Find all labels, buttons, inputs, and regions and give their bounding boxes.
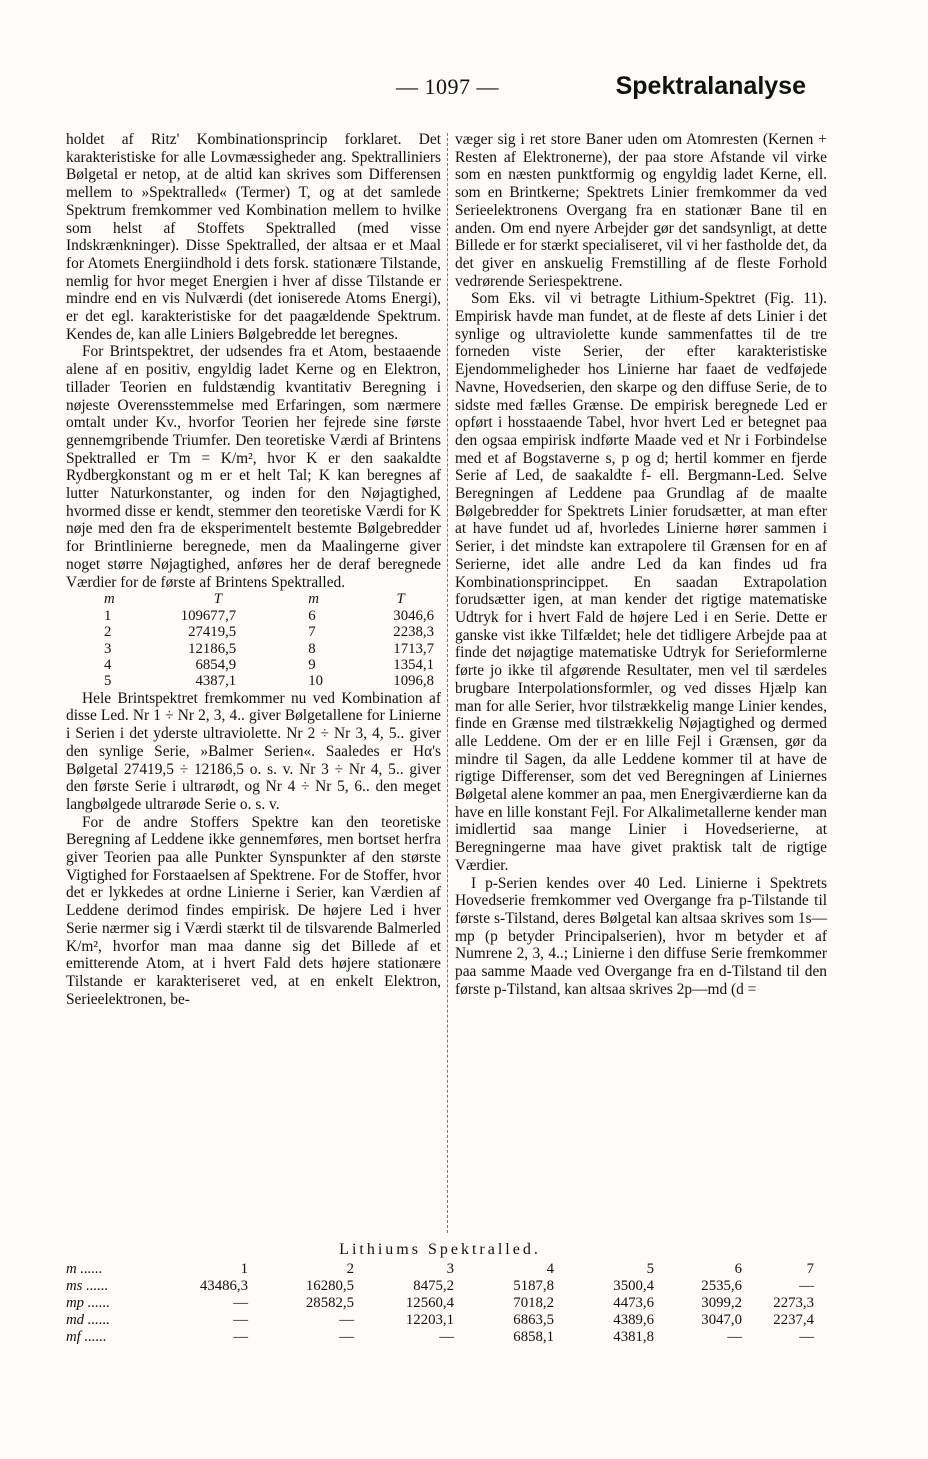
table-cell: 4473,6 xyxy=(613,1295,654,1311)
paragraph: Hele Brintspektret fremkommer nu ved Kombination af disse Led. Nr 1 ÷ Nr 2, 3, 4.. giver Bølgetallene for Linierne i Serien i det yderste ultraviolette. Nr 2 ÷ Nr 3, 4, 5.. giver den synlige Serie, »Balmer Serien«. Saaledes er Hα's Bølgetal 27419,5 ÷ 12186,5 o. s. v. Nr 3 ÷ Nr 4, 5.. giver den første Serie i ultrarødt, og Nr 4 ÷ Nr 5, 6.. den meget langbølgede ultrarøde Serie o. s. v. xyxy=(66,689,441,813)
left-column xyxy=(66,131,441,1008)
table-cell: 2 xyxy=(346,1261,354,1277)
table-row xyxy=(66,1261,814,1278)
table-cell: 4381,8 xyxy=(613,1329,654,1345)
table-cell: 12560,4 xyxy=(405,1295,454,1311)
table-cell: 3046,6 xyxy=(393,607,434,624)
table-cell: — xyxy=(799,1278,814,1294)
table-row xyxy=(104,624,434,640)
table-cell: 1354,1 xyxy=(393,656,434,673)
lithium-spektralled-table xyxy=(66,1261,814,1346)
table-cell: 28582,5 xyxy=(305,1295,354,1311)
table-row xyxy=(104,673,434,689)
table-row xyxy=(104,641,434,657)
table-row xyxy=(104,608,434,624)
table-cell: 2238,3 xyxy=(393,624,434,641)
table-cell: — xyxy=(339,1312,354,1328)
table-cell: 5 xyxy=(646,1261,654,1277)
table-cell: 6 xyxy=(734,1261,742,1277)
table-row xyxy=(66,1278,814,1295)
lithium-table-title: Lithiums Spektralled. xyxy=(339,1241,541,1258)
table-row xyxy=(66,1295,814,1312)
page-number: — 1097 — xyxy=(396,74,499,99)
table-cell: 4 xyxy=(104,656,112,673)
paragraph: For Brintspektret, der udsendes fra et Atom, bestaaende alene af en positiv, engyldig ladet Kerne og en Elektron, tillader Teorien en fuldstændig kvantitativ Beregning i nøjeste Overensstemmelse med Erfaringen, som nærmere omtalt under Kv., hvorfor Teorien her fejrede sine første gennemgribende Triumfer. Den teoretiske Værdi af Brintens Spektralled er Tm = K/m², hvor K er den saakaldte Rydbergkonstant og m er et helt Tal; K kan beregnes af lutter Naturkonstanter, og inden for den Nøjagtighed, hvormed disse er kendt, stemmer den teoretiske Værdi for K nøje med den fra de eksperimentelt bestemte Bølgebredder for Brintlinierne beregnede, men da Maalingerne giver noget større Nøjagtighed, anføres her de deraf beregnede Værdier for de første af Brintens Spektralled. xyxy=(66,343,441,591)
table-cell: — xyxy=(799,1329,814,1345)
column-divider xyxy=(447,133,448,1233)
paragraph: holdet af Ritz' Kombinationsprincip forklaret. Det karakteristiske for alle Lovmæssigheder ang. Spektralliniers Bølgetal er netop, at de altid kan skrives som Differensen mellem to »Spektralled« (Termer) T, og at det samlede Spektrum fremkommer ved Kombination mellem to hvilke som helst af Stoffets Spektralled (med visse Indskrænkninger). Disse Spektralled, der altsaa er et Maal for Atomets Energiindhold i dets forsk. stationære Tilstande, nemlig for hvor meget Energien i hver af disse Tilstande er mindre end en vis Nulværdi (det ioniserede Atoms Energi), er det egl. karakteristiske for det paagældende Spektrum. Kendes de, kan alle Liniers Bølgebredde let beregnes. xyxy=(66,131,441,343)
table-row xyxy=(104,657,434,673)
paragraph: I p-Serien kendes over 40 Led. Linierne i Spektrets Hovedserie fremkommer ved Overgange fra p-Tilstande til første s-Tilstand, deres Bølgetal kan altsaa skrives som 1s—mp (p betyder Principalserien), hvor m betyder et af Numrene 2, 3, 4..; Linierne i den diffuse Serie fremkommer paa samme Maade ved Overgange fra en d-Tilstand til den første p-Tilstand, kan altsaa skrives 2p—md (d = xyxy=(455,874,827,998)
table-cell: — xyxy=(233,1329,248,1345)
table-cell: 16280,5 xyxy=(305,1278,354,1294)
table-header: m xyxy=(308,591,319,608)
table-cell: 3099,2 xyxy=(701,1295,742,1311)
table-cell: 3047,0 xyxy=(701,1312,742,1328)
section-title: Spektralanalyse xyxy=(615,72,806,100)
paragraph: Som Eks. vil vi betragte Lithium-Spektret (Fig. 11). Empirisk havde man fundet, at de fleste af dets Linier i det synlige og ultraviolette kunde sammenfattes til de tre forneden viste Serier, der efter karakteristiske Ejendommeligheder hos Linierne har faaet de vedføjede Navne, Hovedserien, den skarpe og den diffuse Serie, de to sidste med fælles Grænse. De empirisk beregnede Led er opført i hosstaaende Tabel, hvor hvert Led er betegnet paa den ogsaa empirisk indførte Maade ved et Nr i Forbindelse med et af Bogstaverne s, p og d; hertil kommer en fjerde Serie af Led, de saakaldte f- ell. Bergmann-Led. Selve Beregningen af Leddene paa Grundlag af de maalte Bølgebredder for Spektrets Linier forudsætter, at man efter at have fundet ud af, hvorledes Linierne hører sammen i Serier, i det mindste kan extrapolere til Grænsen for en af Serierne, idet alle andre Led da kan findes ud fra Kombinationsprincippet. En saadan Extrapolation forudsætter igen, at man kender det rigtige matematiske Udtryk for i hvert Fald de højere Led i en Serie. Dette er ganske vist ikke Tilfældet; hele det tidligere Arbejde paa at finde det nøjagtige matematiske Udtryk for Serieformlerne førte jo ikke til afgørende Resultater, men vel til særdeles brugbare Interpolationsformler, og ved disses Hjælp kan man for alle Serier, hvor tilstrækkelig mange Linier kendes, finde en Grænse med tilstrækkelig Nøjagtighed og dermed alle Leddene. Om der er en lille Fejl i Grænsen, gør da mindre til Sagen, da alle Leddene kommer til at have de rigtige Differenser, som det ved Beregningen af Liniernes Bølgetal alene kommer an paa, men Energiværdierne kan da have en lille konstant Fejl. For Alkalimetallerne kender man imidlertid saa mange Linier i Hovedserierne, at Beregningerne maa have givet praktisk talt de rigtige Værdier. xyxy=(455,290,827,874)
table-cell: 4389,6 xyxy=(613,1312,654,1328)
table-cell: 6858,1 xyxy=(513,1329,554,1345)
table-cell: 10 xyxy=(308,673,323,690)
table-cell: — xyxy=(339,1329,354,1345)
table-row xyxy=(66,1312,814,1329)
table-cell: — xyxy=(233,1295,248,1311)
table-cell: 1 xyxy=(104,607,112,624)
table-cell: 4387,1 xyxy=(195,673,237,690)
table-cell: 9 xyxy=(308,656,316,673)
table-cell: 12203,1 xyxy=(405,1312,454,1328)
table-cell: — xyxy=(727,1329,742,1345)
table-header: T xyxy=(213,591,222,608)
paragraph: væger sig i ret store Baner uden om Atomresten (Kernen + Resten af Elektronerne), der paa store Afstande vil virke som en næsten punktformig og engyldig ladet Kerne, ell. som en Brintkerne; Spektrets Linier fremkommer da ved Serieelektronens Overgang fra en stationær Bane til en anden. Om end nyere Arbejder gør det sandsynligt, at dette Billede er for stærkt specialiseret, vil vi her fastholde det, da det giver en anskuelig Fremstilling af de fleste Forhold vedrørende Seriespektrene. xyxy=(455,131,827,290)
table-cell: 7018,2 xyxy=(513,1295,554,1311)
table-cell: 8475,2 xyxy=(413,1278,454,1294)
table-row xyxy=(66,1329,814,1346)
row-label: md ...... xyxy=(66,1312,110,1328)
table-cell: 6863,5 xyxy=(513,1312,554,1328)
paragraph: For de andre Stoffers Spektre kan den teoretiske Beregning af Leddene ikke gennemføres, men bortset herfra giver Teorien paa alle Punkter Synspunkter af den største Vigtighed for Forstaaelsen af Spektrene. For de Stoffer, hvor det er lykkedes at ordne Linierne i Serier, kan Værdien af Leddene derimod findes empirisk. De højere Led i hver Serie nærmer sig i Værdi stærkt til de tilsvarende Balmerled K/m², hvorfor man maa danne sig det Billede af et emitterende Atom, at i hvert Fald dets højere stationære Tilstande er karakteriseret ved, at en enkelt Elektron, Serieelektronen, be- xyxy=(66,813,441,1008)
table-cell: 2237,4 xyxy=(773,1312,814,1328)
table-cell: 5187,8 xyxy=(513,1278,554,1294)
table-cell: 109677,7 xyxy=(180,607,237,624)
table-cell: 3 xyxy=(104,640,112,657)
row-label: ms ...... xyxy=(66,1278,109,1294)
brint-spektralled-table xyxy=(104,591,434,689)
table-cell: 2535,6 xyxy=(701,1278,742,1294)
table-header: T xyxy=(396,591,405,608)
table-cell: 7 xyxy=(308,624,316,641)
table-cell: 2 xyxy=(104,624,112,641)
row-label: mp ...... xyxy=(66,1295,110,1311)
table-cell: 27419,5 xyxy=(188,624,237,641)
table-cell: 1096,8 xyxy=(393,673,434,690)
table-cell: 6854,9 xyxy=(195,656,237,673)
table-cell: 4 xyxy=(546,1261,554,1277)
table-cell: 3500,4 xyxy=(613,1278,654,1294)
table-cell: 3 xyxy=(446,1261,454,1277)
lithium-table-section xyxy=(66,1241,814,1346)
table-cell: 1713,7 xyxy=(393,640,434,657)
page-header xyxy=(66,74,806,106)
table-header: m xyxy=(104,591,115,608)
row-label: m ...... xyxy=(66,1261,103,1277)
table-cell: 6 xyxy=(308,607,316,624)
right-column xyxy=(455,131,827,998)
table-cell: — xyxy=(233,1312,248,1328)
row-label: mf ...... xyxy=(66,1329,107,1345)
table-cell: 1 xyxy=(240,1261,248,1277)
table-cell: 8 xyxy=(308,640,316,657)
table-cell: 5 xyxy=(104,673,112,690)
table-cell: 7 xyxy=(806,1261,814,1277)
table-cell: 43486,3 xyxy=(199,1278,248,1294)
table-cell: — xyxy=(439,1329,454,1345)
table-cell: 12186,5 xyxy=(188,640,237,657)
table-cell: 2273,3 xyxy=(773,1295,814,1311)
